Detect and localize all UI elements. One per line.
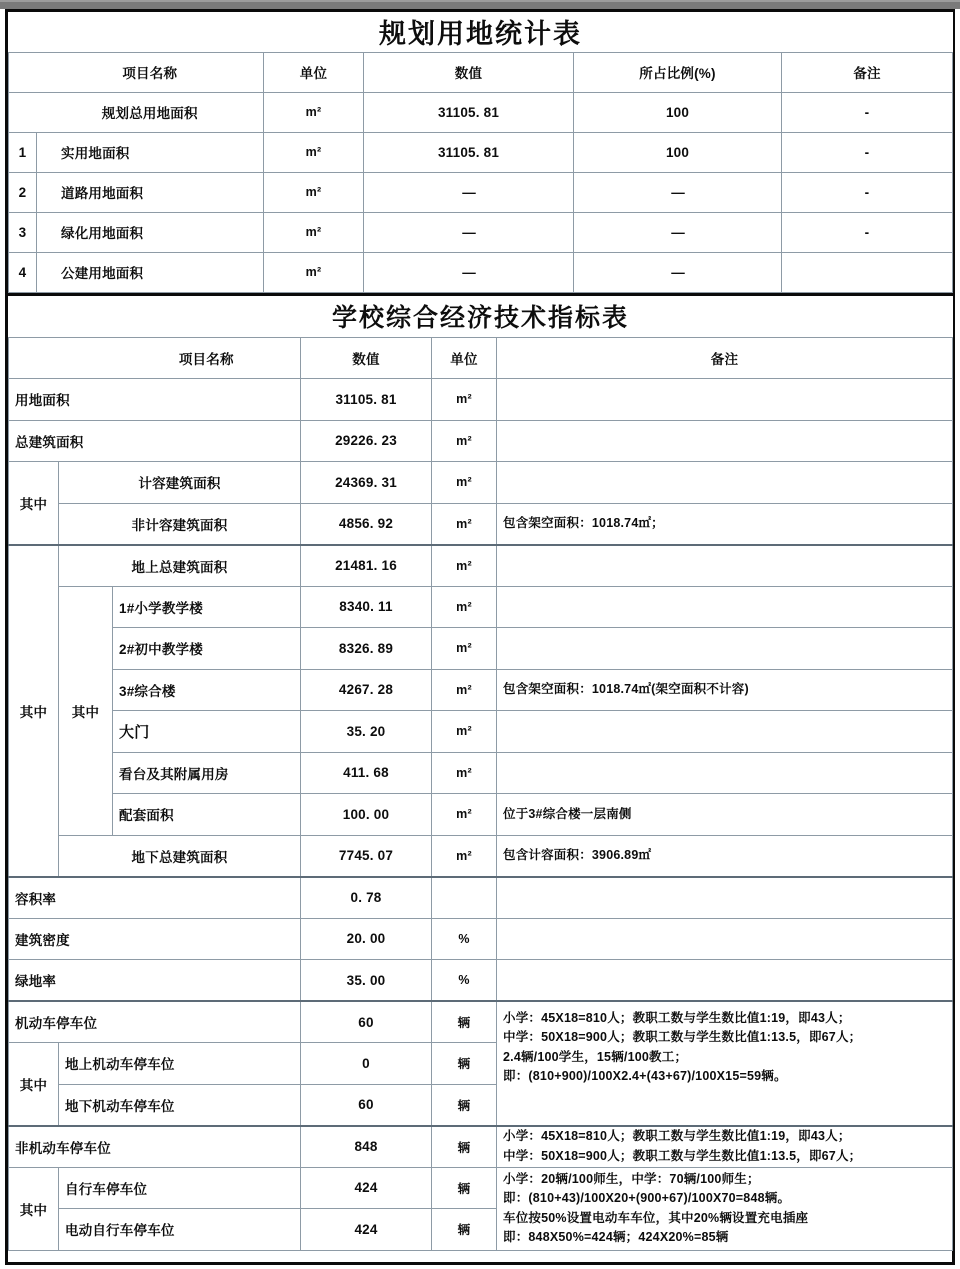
remark-line: 小学：20辆/100师生，中学：70辆/100师生； (503, 1171, 760, 1186)
row-ratio: — (574, 172, 782, 212)
row-name: 2#初中教学楼 (113, 628, 301, 670)
row-unit: 辆 (432, 1167, 497, 1209)
table-row (9, 711, 953, 753)
table1-header-unit: 单位 (264, 52, 364, 92)
row-index: 1 (9, 132, 37, 172)
row-remark: - (782, 212, 953, 252)
row-ratio: 100 (574, 132, 782, 172)
row-unit: m² (432, 752, 497, 794)
row-remark: - (782, 92, 953, 132)
row-value: 848 (301, 1126, 432, 1168)
row-unit: m² (432, 835, 497, 877)
row-remark (497, 711, 953, 753)
table-row (9, 1167, 953, 1209)
table1-title-row (9, 12, 953, 52)
row-remark (497, 462, 953, 504)
row-unit: m² (432, 794, 497, 836)
row-index: 3 (9, 212, 37, 252)
table-row (9, 835, 953, 877)
row-value: 21481. 16 (301, 545, 432, 587)
row-unit: m² (432, 545, 497, 587)
row-remark: - (782, 172, 953, 212)
row-name: 配套面积 (113, 794, 301, 836)
row-value: 60 (301, 1084, 432, 1126)
row-remark (497, 752, 953, 794)
row-unit: 辆 (432, 1001, 497, 1043)
row-unit (432, 877, 497, 919)
row-ratio: — (574, 252, 782, 292)
table-row (9, 172, 953, 212)
row-value: 31105. 81 (301, 379, 432, 421)
nonmotor-parking-remark-top (497, 1126, 953, 1168)
row-name: 地上总建筑面积 (59, 545, 301, 587)
row-value: 424 (301, 1209, 432, 1251)
row-name: 1#小学教学楼 (113, 586, 301, 628)
table2-header-value: 数值 (301, 337, 432, 379)
row-value: 24369. 31 (301, 462, 432, 504)
remark-line: 即：848X50%=424辆；424X20%=85辆 (503, 1229, 729, 1244)
table-row (9, 503, 953, 545)
row-name: 看台及其附属用房 (113, 752, 301, 794)
group-label-qizhong: 其中 (9, 1043, 59, 1126)
row-unit: 辆 (432, 1126, 497, 1168)
row-value: 4267. 28 (301, 669, 432, 711)
row-value: 7745. 07 (301, 835, 432, 877)
row-remark (782, 252, 953, 292)
row-value: 35. 00 (301, 960, 432, 1002)
table1-header-name: 项目名称 (37, 52, 264, 92)
row-name: 3#综合楼 (113, 669, 301, 711)
row-remark (497, 379, 953, 421)
row-index (9, 92, 37, 132)
row-name: 地下机动车停车位 (59, 1084, 301, 1126)
row-name: 规划总用地面积 (37, 92, 264, 132)
row-unit: m² (264, 92, 364, 132)
table2-header-remark: 备注 (497, 337, 953, 379)
table2-title: 学校综合经济技术指标表 (9, 296, 953, 338)
row-value: 411. 68 (301, 752, 432, 794)
school-economic-index-table (8, 296, 953, 1251)
row-unit: 辆 (432, 1043, 497, 1085)
table-row (9, 92, 953, 132)
row-value: — (364, 212, 574, 252)
row-unit: m² (432, 586, 497, 628)
table2-header-row (9, 337, 953, 379)
row-name: 地上机动车停车位 (59, 1043, 301, 1085)
row-remark (497, 628, 953, 670)
row-value: 29226. 23 (301, 420, 432, 462)
row-unit: m² (432, 462, 497, 504)
row-value: 35. 20 (301, 711, 432, 753)
row-remark: 位于3#综合楼一层南侧 (497, 794, 953, 836)
remark-line: 中学：50X18=900人；教职工数与学生数比值1:13.5，即67人； (503, 1148, 862, 1163)
row-unit: m² (432, 503, 497, 545)
row-unit: 辆 (432, 1084, 497, 1126)
remark-line: 即：(810+43)/100X20+(900+67)/100X70=848辆。 (503, 1191, 791, 1206)
table-row (9, 1126, 953, 1168)
row-value: 20. 00 (301, 918, 432, 960)
row-name: 用地面积 (9, 379, 301, 421)
row-value: 31105. 81 (364, 132, 574, 172)
remark-line: 小学：45X18=810人；教职工数与学生数比值1:19，即43人； (503, 1129, 851, 1144)
row-value: 100. 00 (301, 794, 432, 836)
row-remark (497, 918, 953, 960)
table-row (9, 960, 953, 1002)
remark-line: 车位按50%设置电动车车位，其中20%辆设置充电插座 (503, 1210, 809, 1225)
row-unit: m² (264, 212, 364, 252)
row-value: 8326. 89 (301, 628, 432, 670)
row-unit: m² (432, 711, 497, 753)
row-value: 8340. 11 (301, 586, 432, 628)
row-unit: m² (264, 172, 364, 212)
row-index: 4 (9, 252, 37, 292)
table-row (9, 669, 953, 711)
row-value: 0 (301, 1043, 432, 1085)
row-unit: 辆 (432, 1209, 497, 1251)
remark-line: 2.4辆/100学生，15辆/100教工； (503, 1049, 688, 1064)
row-unit: m² (432, 669, 497, 711)
row-unit: % (432, 960, 497, 1002)
row-value: 31105. 81 (364, 92, 574, 132)
row-name: 地下总建筑面积 (59, 835, 301, 877)
row-value: 424 (301, 1167, 432, 1209)
row-name: 电动自行车停车位 (59, 1209, 301, 1251)
planning-land-use-table (8, 12, 953, 293)
table-row (9, 212, 953, 252)
row-unit: m² (432, 420, 497, 462)
remark-line: 即：(810+900)/100X2.4+(43+67)/100X15=59辆。 (503, 1069, 787, 1084)
table2-header-pad1 (9, 337, 59, 379)
row-value: — (364, 172, 574, 212)
top-gray-bar (0, 0, 960, 9)
row-ratio: — (574, 212, 782, 252)
row-remark: - (782, 132, 953, 172)
table-row (9, 586, 953, 628)
tables-frame (5, 9, 955, 1265)
table-row (9, 252, 953, 292)
table-row (9, 628, 953, 670)
row-remark (497, 877, 953, 919)
row-value: 4856. 92 (301, 503, 432, 545)
row-remark: 包含架空面积：1018.74㎡(架空面积不计容) (497, 669, 953, 711)
table2-header-name: 项目名称 (113, 337, 301, 379)
table-row (9, 545, 953, 587)
row-name: 公建用地面积 (37, 252, 264, 292)
row-remark: 包含架空面积：1018.74㎡； (497, 503, 953, 545)
top-gray-bar-highlight (0, 0, 960, 2)
row-name: 容积率 (9, 877, 301, 919)
table-row (9, 1001, 953, 1043)
row-remark (497, 545, 953, 587)
group-label-qizhong: 其中 (9, 1167, 59, 1250)
table-row (9, 752, 953, 794)
row-name: 机动车停车位 (9, 1001, 301, 1043)
table1-header-remark: 备注 (782, 52, 953, 92)
row-unit: m² (264, 252, 364, 292)
row-index: 2 (9, 172, 37, 212)
row-value: — (364, 252, 574, 292)
table1-header-value: 数值 (364, 52, 574, 92)
table2-header-pad2 (59, 337, 113, 379)
table2-title-row (9, 296, 953, 338)
row-unit: m² (432, 628, 497, 670)
row-remark (497, 420, 953, 462)
table1-title: 规划用地统计表 (9, 12, 953, 52)
table2-header-unit: 单位 (432, 337, 497, 379)
table-row (9, 794, 953, 836)
table-row (9, 132, 953, 172)
row-name: 自行车停车位 (59, 1167, 301, 1209)
table-row (9, 877, 953, 919)
group-label-qizhong: 其中 (9, 545, 59, 877)
table-row (9, 379, 953, 421)
table1-header-row (9, 52, 953, 92)
row-unit: m² (264, 132, 364, 172)
row-value: 0. 78 (301, 877, 432, 919)
row-remark (497, 960, 953, 1002)
remark-line: 中学：50X18=900人；教职工数与学生数比值1:13.5，即67人； (503, 1030, 862, 1045)
table-row (9, 462, 953, 504)
row-name: 建筑密度 (9, 918, 301, 960)
group-label-qizhong: 其中 (9, 462, 59, 545)
row-name: 计容建筑面积 (59, 462, 301, 504)
row-ratio: 100 (574, 92, 782, 132)
row-unit: % (432, 918, 497, 960)
row-name: 大门 (113, 711, 301, 753)
row-name: 道路用地面积 (37, 172, 264, 212)
row-unit: m² (432, 379, 497, 421)
motor-parking-remark (497, 1001, 953, 1126)
row-remark (497, 586, 953, 628)
row-value: 60 (301, 1001, 432, 1043)
row-remark: 包含计容面积：3906.89㎡ (497, 835, 953, 877)
group-label-qizhong-inner: 其中 (59, 586, 113, 835)
row-name: 绿化用地面积 (37, 212, 264, 252)
row-name: 非机动车停车位 (9, 1126, 301, 1168)
row-name: 总建筑面积 (9, 420, 301, 462)
row-name: 绿地率 (9, 960, 301, 1002)
table-row (9, 420, 953, 462)
table1-header-ratio: 所占比例(%) (574, 52, 782, 92)
table-row (9, 918, 953, 960)
remark-line: 小学：45X18=810人；教职工数与学生数比值1:19，即43人； (503, 1011, 851, 1025)
row-name: 非计容建筑面积 (59, 503, 301, 545)
row-name: 实用地面积 (37, 132, 264, 172)
table1-header-index (9, 52, 37, 92)
nonmotor-parking-remark-bottom (497, 1167, 953, 1250)
